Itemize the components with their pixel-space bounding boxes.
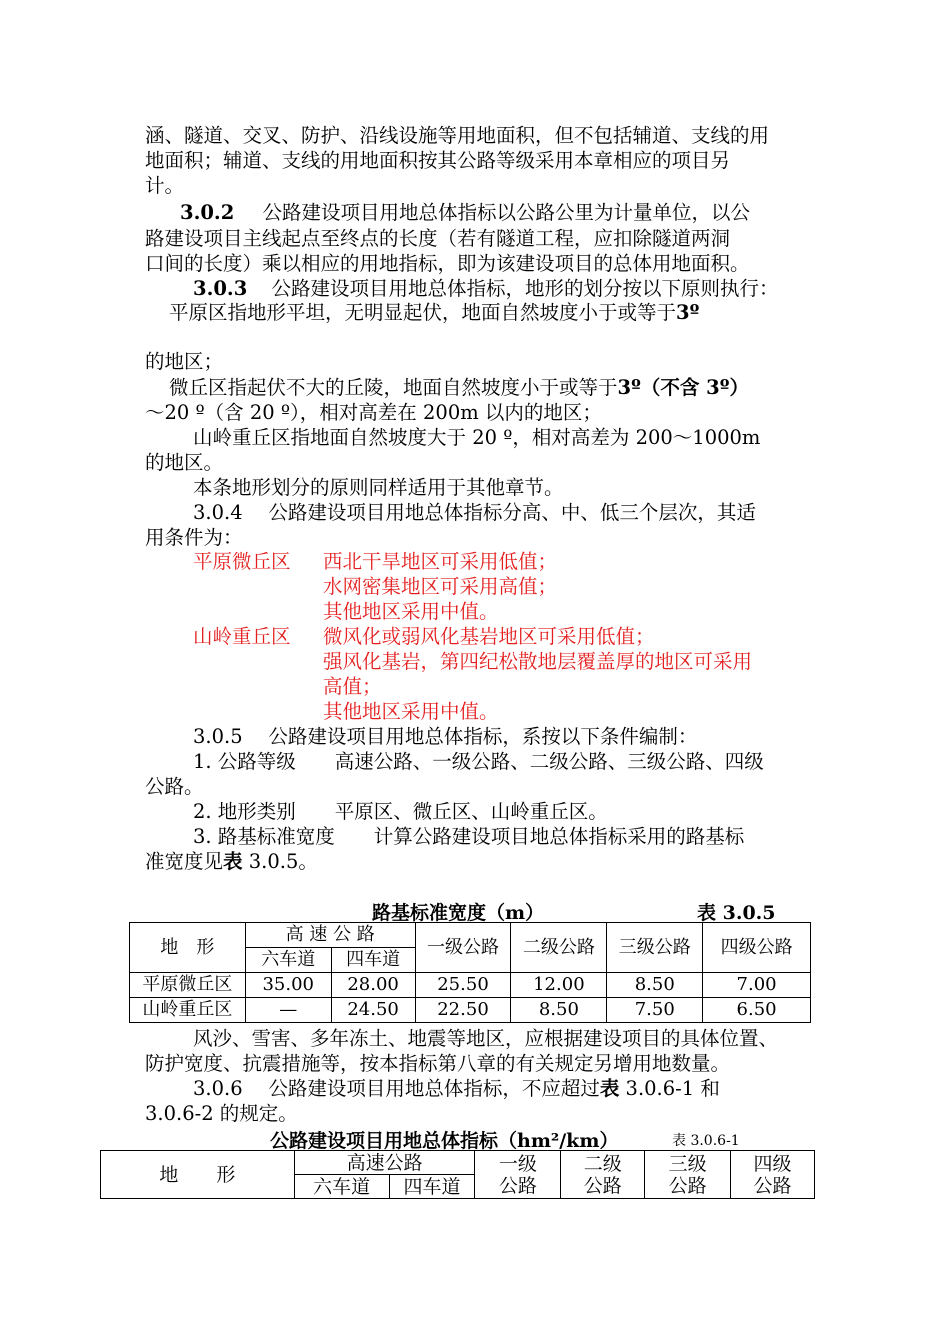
table-row	[130, 998, 811, 1023]
para-line: 路建设项目主线起点至终点的长度（若有隧道工程，应扣除隧道两洞	[145, 227, 731, 250]
definition-text: 平原区指地形平坦，无明显起伏，地面自然坡度小于或等于	[169, 301, 677, 324]
table-title: 路基标准宽度（m）	[372, 902, 545, 924]
table-cell: 25.50	[415, 973, 511, 998]
header-grade-1	[475, 1151, 561, 1199]
condition-1: 1. 公路等级 高速公路、一级公路、二级公路、三级公路、四级	[193, 750, 764, 773]
table-cell: 平原微丘区	[130, 973, 246, 998]
para-line: 本条地形划分的原则同样适用于其他章节。	[193, 476, 564, 499]
para-line: 用条件为：	[145, 526, 243, 549]
degree-value: 3º（不含 3º）	[617, 376, 749, 399]
header-line: 公路	[583, 1174, 622, 1197]
table-ref: 表	[223, 850, 243, 873]
header-highway: 高速公路	[294, 1151, 475, 1175]
header-four-lane: 四车道	[389, 1175, 475, 1199]
clause-3-0-4: 3.0.4 公路建设项目用地总体指标分高、中、低三个层次，其适	[193, 501, 756, 524]
header-line: 二级	[583, 1152, 622, 1175]
para-line: 口间的长度）乘以相应的用地指标，即为该建设项目的总体用地面积。	[145, 252, 750, 275]
para-line: 计。	[145, 174, 185, 197]
condition-line: 强风化基岩，第四纪松散地层覆盖厚的地区可采用	[323, 650, 753, 673]
plain-definition	[169, 301, 699, 325]
condition-line: 高值；	[323, 675, 382, 698]
condition-2: 2. 地形类别 平原区、微丘区、山岭重丘区。	[193, 800, 608, 823]
table-title: 公路建设项目用地总体指标（hm²/km）	[270, 1130, 619, 1152]
header-terrain: 地 形	[101, 1151, 295, 1199]
condition-line: 其他地区采用中值。	[323, 700, 499, 723]
header-six-lane: 六车道	[294, 1175, 389, 1199]
table-cell: 22.50	[415, 998, 511, 1023]
table-cell: 12.00	[511, 973, 607, 998]
header-line: 公路	[668, 1174, 707, 1197]
definition-text: 微丘区指起伏不大的丘陵，地面自然坡度小于或等于	[169, 376, 618, 399]
condition-line: 微风化或弱风化基岩地区可采用低值；	[323, 625, 655, 648]
width-table	[129, 922, 811, 1023]
para-line: 3.0.6-2 的规定。	[145, 1102, 298, 1125]
para-line: 的地区。	[145, 451, 224, 474]
table-cell: 山岭重丘区	[130, 998, 246, 1023]
header-grade-3	[645, 1151, 731, 1199]
micro-definition	[169, 376, 749, 400]
table-label: 表 3.0.6-1	[672, 1133, 740, 1149]
degree-value: 3º	[676, 301, 700, 324]
text-part: 准宽度见	[145, 850, 224, 873]
header-line: 三级	[668, 1152, 707, 1175]
header-four-lane: 四车道	[331, 948, 415, 973]
clause-3-0-5: 3.0.5 公路建设项目用地总体指标，系按以下条件编制：	[193, 725, 698, 748]
clause-number: 3.0.2	[180, 201, 235, 224]
clause-text: 公路建设项目用地总体指标，地形的划分按以下原则执行：	[271, 277, 779, 300]
header-grade-4	[731, 1151, 815, 1199]
para-line	[145, 850, 318, 874]
text-part: 3.0.6 公路建设项目用地总体指标，不应超过	[193, 1077, 600, 1100]
table-cell: 24.50	[331, 998, 415, 1023]
header-grade-2: 二级公路	[511, 923, 607, 973]
condition-3: 3. 路基标准宽度 计算公路建设项目地总体指标采用的路基标	[193, 825, 745, 848]
mount-definition: 山岭重丘区指地面自然坡度大于 20 º，相对高差为 200～1000m	[193, 426, 761, 449]
para-line: 风沙、雪害、多年冻土、地震等地区，应根据建设项目的具体位置、	[193, 1027, 779, 1050]
condition-line: 其他地区采用中值。	[323, 600, 499, 623]
header-grade-1: 一级公路	[415, 923, 511, 973]
header-highway: 高 速 公 路	[245, 923, 415, 948]
condition-line: 水网密集地区可采用高值；	[323, 575, 558, 598]
header-grade-4: 四级公路	[703, 923, 811, 973]
table-cell: 7.00	[703, 973, 811, 998]
table-cell: 28.00	[331, 973, 415, 998]
condition-line: 西北干旱地区可采用低值；	[323, 550, 558, 573]
para-line: 地面积；辅道、支线的用地面积按其公路等级采用本章相应的项目另	[145, 149, 731, 172]
table-cell: 7.50	[607, 998, 703, 1023]
header-line: 一级	[498, 1152, 537, 1175]
clause-3-0-3	[193, 277, 779, 301]
table-cell: 8.50	[511, 998, 607, 1023]
table-cell: —	[245, 998, 331, 1023]
clause-3-0-2	[180, 201, 750, 225]
table-ref: 表	[599, 1077, 620, 1100]
table-label: 表 3.0.5	[697, 902, 776, 924]
clause-text: 公路建设项目用地总体指标以公路公里为计量单位，以公	[262, 201, 751, 224]
header-grade-2	[561, 1151, 645, 1199]
text-part: 3.0.6-1 和	[619, 1077, 720, 1100]
table-cell: 8.50	[607, 973, 703, 998]
terrain-label: 山岭重丘区	[193, 625, 291, 648]
table-cell: 35.00	[245, 973, 331, 998]
header-line: 公路	[498, 1174, 537, 1197]
header-line: 四级	[753, 1152, 792, 1175]
terrain-label: 平原微丘区	[193, 550, 291, 573]
header-terrain: 地 形	[130, 923, 246, 973]
para-line: 公路。	[145, 775, 204, 798]
clause-3-0-6	[193, 1077, 720, 1101]
para-line: 防护宽度、抗震措施等，按本指标第八章的有关规定另增用地数量。	[145, 1052, 731, 1075]
table-row	[130, 973, 811, 998]
para-line: ～20 º（含 20 º），相对高差在 200m 以内的地区；	[145, 401, 602, 424]
header-six-lane: 六车道	[245, 948, 331, 973]
header-line: 公路	[753, 1174, 792, 1197]
table-cell: 6.50	[703, 998, 811, 1023]
para-line: 的地区；	[145, 350, 224, 373]
land-use-table	[100, 1150, 815, 1199]
text-part: 3.0.5。	[242, 850, 318, 873]
clause-number: 3.0.3	[193, 277, 248, 300]
header-grade-3: 三级公路	[607, 923, 703, 973]
para-line: 涵、隧道、交叉、防护、沿线设施等用地面积，但不包括辅道、支线的用	[145, 124, 770, 147]
